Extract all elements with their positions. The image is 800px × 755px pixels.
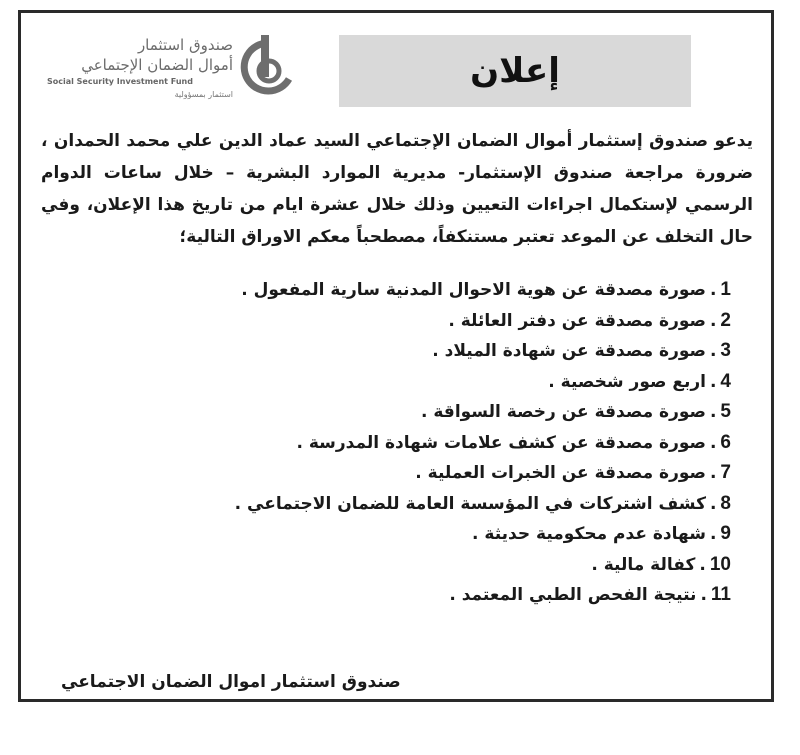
fund-logo	[43, 29, 293, 121]
item-text: صورة مصدقة عن رخصة السواقة .	[421, 402, 706, 423]
notice-title: إعلان	[470, 51, 560, 91]
logo-name-line2: أموال الضمان الإجتماعي	[81, 56, 233, 74]
fund-logo-mark-icon	[239, 33, 297, 99]
signature-line: صندوق استثمار اموال الضمان الاجتماعي	[61, 672, 401, 692]
item-number: 3	[720, 340, 731, 362]
list-item: 6 . صورة مصدقة عن كشف علامات شهادة المدرسة .	[296, 431, 731, 453]
title-banner	[339, 35, 691, 107]
list-item: 3 . صورة مصدقة عن شهادة الميلاد .	[432, 340, 731, 362]
notice-frame	[18, 10, 774, 702]
item-number: 4	[720, 370, 731, 392]
item-text: صورة مصدقة عن هوية الاحوال المدنية سارية المفعول .	[241, 280, 706, 301]
item-text: شهادة عدم محكومية حديثة .	[472, 524, 706, 545]
required-documents-list	[234, 275, 731, 611]
item-text: اربع صور شخصية .	[548, 371, 706, 392]
logo-tagline: استثمار بمسؤولية	[174, 90, 233, 99]
list-item: 7 . صورة مصدقة عن الخبرات العملية .	[415, 462, 731, 484]
logo-name-line1: صندوق استثمار	[137, 36, 233, 54]
item-text: نتيجة الفحص الطبي المعتمد .	[449, 585, 697, 606]
item-number: 10	[709, 553, 731, 575]
notice-intro: يدعو صندوق إستثمار أموال الضمان الإجتماعي السيد عماد الدين علي محمد الحمدان ، ضرورة مراجعة صندوق الإستثمار- مديرية الموارد البشرية – خلال ساعات الدوام الرسمي لإستكمال اجراءات التعيين وذلك خلال عشرة ايام من تاريخ هذا الإعلان، وفي حال التخلف عن الموعد تعتبر مستنكفاً، مصطحباً معكم الاوراق التالية؛	[41, 131, 753, 247]
item-text: صورة مصدقة عن الخبرات العملية .	[415, 463, 706, 484]
item-text: صورة مصدقة عن شهادة الميلاد .	[432, 341, 706, 362]
list-item: 1 . صورة مصدقة عن هوية الاحوال المدنية سارية المفعول .	[241, 279, 731, 301]
item-text: صورة مصدقة عن كشف علامات شهادة المدرسة .	[296, 432, 706, 453]
item-text: صورة مصدقة عن دفتر العائلة .	[448, 310, 706, 331]
list-item: 9 . شهادة عدم محكومية حديثة .	[472, 523, 731, 545]
item-number: 8	[720, 492, 731, 514]
item-number: 1	[720, 279, 731, 301]
list-item: 10 . كفالة مالية .	[591, 553, 731, 575]
logo-text	[43, 35, 233, 101]
list-item: 4 . اربع صور شخصية .	[548, 370, 731, 392]
item-number: 5	[720, 401, 731, 423]
list-item: 8 . كشف اشتركات في المؤسسة العامة للضمان الاجتماعي .	[234, 492, 731, 514]
item-number: 6	[720, 431, 731, 453]
list-item: 5 . صورة مصدقة عن رخصة السواقة .	[421, 401, 731, 423]
item-number: 9	[720, 523, 731, 545]
item-text: كفالة مالية .	[591, 554, 696, 575]
list-item: 2 . صورة مصدقة عن دفتر العائلة .	[448, 309, 731, 331]
logo-name-english: Social Security Investment Fund	[47, 77, 193, 86]
item-text: كشف اشتركات في المؤسسة العامة للضمان الاجتماعي .	[234, 493, 706, 514]
item-number: 7	[720, 462, 731, 484]
item-number: 2	[720, 309, 731, 331]
item-number: 11	[710, 584, 731, 606]
list-item: 11 . نتيجة الفحص الطبي المعتمد .	[449, 584, 731, 606]
